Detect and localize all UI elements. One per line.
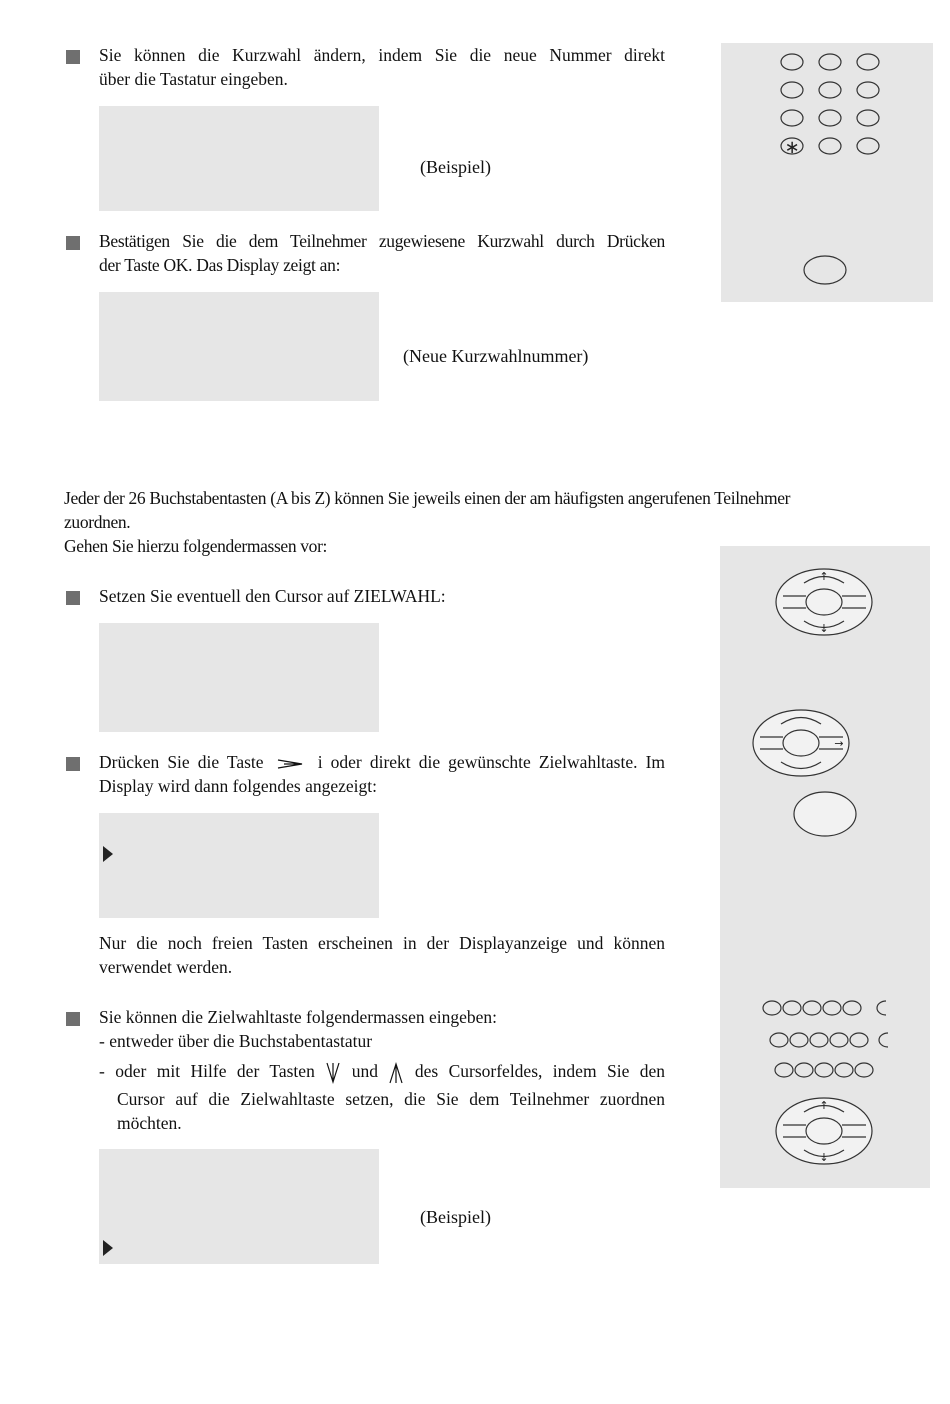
instruction-line: möchten. bbox=[117, 1112, 182, 1133]
instruction-line: Bestätigen Sie die dem Teilnehmer zugewiesene Kurzwahl durch Drücken bbox=[99, 231, 665, 251]
keypad-key bbox=[781, 82, 803, 98]
keypad-panel bbox=[721, 43, 933, 302]
display-screen bbox=[99, 1149, 379, 1264]
cursor-triangle-icon bbox=[103, 846, 113, 862]
keypad-key bbox=[819, 54, 841, 70]
instruction-line: - entweder über die Buchstabentastatur bbox=[99, 1031, 373, 1051]
keypad-key bbox=[781, 54, 803, 70]
keypad-key bbox=[857, 138, 879, 154]
intro-line: zuordnen. bbox=[64, 512, 131, 532]
display-caption: (Beispiel) bbox=[420, 1207, 491, 1227]
instruction-line: Display wird dann folgendes angezeigt: bbox=[99, 776, 377, 796]
instruction-line: über die Tastatur eingeben. bbox=[99, 69, 288, 89]
note-line: verwendet werden. bbox=[99, 957, 233, 977]
cursor-triangle-icon bbox=[103, 1240, 113, 1256]
asterisk-icon: ∗ bbox=[784, 137, 800, 158]
instruction-text bbox=[99, 1005, 665, 1053]
arrow-up-key-icon bbox=[388, 1062, 404, 1084]
instruction-text bbox=[99, 1059, 665, 1135]
instruction-line: Cursor auf die Zielwahltaste setzen, die Sie dem Teilnehmer zuordnen bbox=[117, 1088, 665, 1109]
instruction-fragment: i oder direkt die gewünschte Zielwahltaste. Im bbox=[317, 752, 666, 772]
bullet-marker bbox=[66, 50, 80, 64]
arrow-right-key-icon bbox=[276, 757, 306, 771]
instruction-text bbox=[99, 229, 665, 277]
arrow-up-icon: ↑ bbox=[819, 570, 829, 583]
bullet-marker bbox=[66, 757, 80, 771]
keypad-key bbox=[781, 110, 803, 126]
instruction-line: Sie können die Zielwahltaste folgendermassen eingeben: bbox=[99, 1007, 497, 1027]
display-screen bbox=[99, 106, 379, 211]
intro-line: Jeder der 26 Buchstabentasten (A bis Z) können Sie jeweils einen der am häufigsten angerufenen Teilnehmer bbox=[64, 488, 791, 508]
display-caption: (Neue Kurzwahlnummer) bbox=[403, 346, 589, 366]
letter-keyboard bbox=[763, 1001, 888, 1077]
instruction-text bbox=[99, 750, 665, 798]
note-text bbox=[99, 931, 665, 979]
display-screen bbox=[99, 292, 379, 401]
keypad-key bbox=[819, 110, 841, 126]
instruction-line: der Taste OK. Das Display zeigt an: bbox=[99, 255, 341, 275]
arrow-down-key-icon bbox=[325, 1062, 341, 1084]
bullet-marker bbox=[66, 1012, 80, 1026]
bullet-marker bbox=[66, 591, 80, 605]
note-line: Nur die noch freien Tasten erscheinen in der Displayanzeige und können bbox=[99, 933, 665, 953]
instruction-text bbox=[99, 43, 665, 91]
ok-key bbox=[804, 256, 846, 284]
instruction-text: Setzen Sie eventuell den Cursor auf ZIELWAHL: bbox=[99, 586, 446, 606]
instruction-line: Sie können die Kurzwahl ändern, indem Sie die neue Nummer direkt bbox=[99, 45, 665, 65]
arrow-right-icon: → bbox=[834, 737, 844, 750]
arrow-down-icon: ↓ bbox=[819, 622, 829, 635]
instruction-fragment: - oder mit Hilfe der Tasten bbox=[99, 1061, 315, 1081]
display-screen bbox=[99, 813, 379, 918]
arrow-up-icon: ↑ bbox=[819, 1099, 829, 1112]
keys-illustration bbox=[720, 546, 930, 1188]
intro-line: Gehen Sie hierzu folgendermassen vor: bbox=[64, 536, 328, 556]
display-screen bbox=[99, 623, 379, 732]
keypad-key bbox=[857, 110, 879, 126]
numeric-keypad-illustration bbox=[721, 43, 933, 302]
instruction-fragment: des Cursorfeldes, indem Sie den bbox=[414, 1061, 666, 1081]
keypad-key bbox=[819, 82, 841, 98]
arrow-down-icon: ↓ bbox=[819, 1151, 829, 1164]
bullet-marker bbox=[66, 236, 80, 250]
keypad-key bbox=[819, 138, 841, 154]
oval-key bbox=[794, 792, 856, 836]
keypad-key bbox=[857, 54, 879, 70]
display-caption: (Beispiel) bbox=[420, 157, 491, 177]
instruction-fragment: und bbox=[351, 1061, 378, 1081]
keypad-key bbox=[857, 82, 879, 98]
instruction-fragment: Drücken Sie die Taste bbox=[99, 752, 264, 772]
instruction-line bbox=[99, 750, 665, 774]
instruction-line bbox=[99, 1059, 665, 1084]
keys-panel bbox=[720, 546, 930, 1188]
